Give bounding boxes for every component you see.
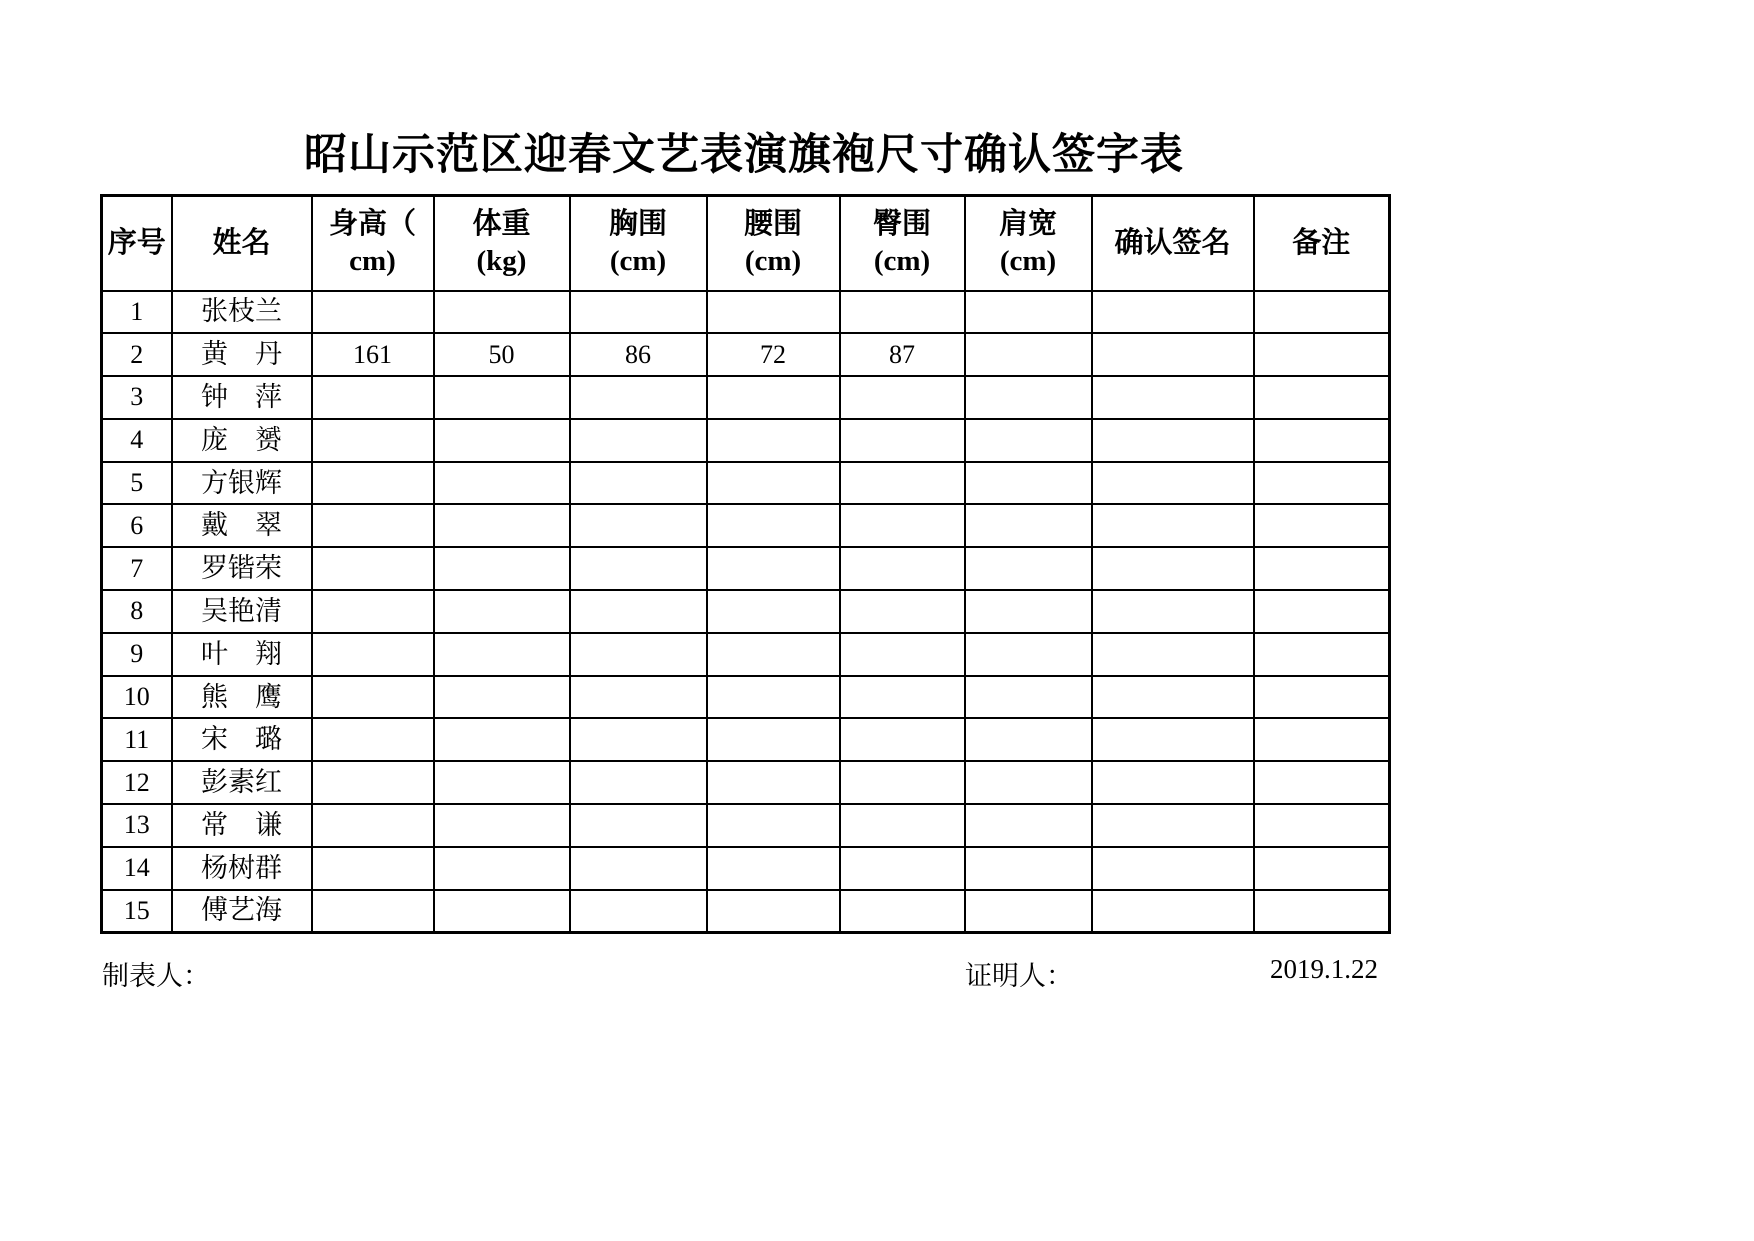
table-row [102, 376, 1390, 419]
cell-name: 钟 萍 [172, 376, 312, 419]
cell-shoulder [965, 633, 1092, 676]
cell-shoulder [965, 761, 1092, 804]
cell-name: 宋 璐 [172, 718, 312, 761]
cell-chest [570, 291, 707, 334]
cell-height [312, 462, 434, 505]
cell-sign [1092, 590, 1254, 633]
header-cell-waist [707, 196, 840, 291]
cell-shoulder [965, 676, 1092, 719]
cell-note [1254, 761, 1390, 804]
cell-shoulder [965, 890, 1092, 933]
cell-waist [707, 504, 840, 547]
cell-note [1254, 462, 1390, 505]
cell-sign [1092, 419, 1254, 462]
cell-note [1254, 633, 1390, 676]
cell-chest [570, 718, 707, 761]
header-label: 臀围 [872, 208, 931, 241]
cell-weight [434, 761, 570, 804]
cell-note [1254, 676, 1390, 719]
header-label: 序号 [107, 226, 166, 259]
cell-hip [840, 718, 965, 761]
cell-sign [1092, 333, 1254, 376]
cell-name: 熊 鹰 [172, 676, 312, 719]
cell-sign [1092, 676, 1254, 719]
size-confirmation-table [100, 194, 1391, 934]
cell-waist: 72 [707, 333, 840, 376]
table-row [102, 504, 1390, 547]
document-footer [100, 946, 1388, 990]
header-cell-signature [1092, 196, 1254, 291]
cell-sign [1092, 547, 1254, 590]
cell-no: 2 [102, 333, 172, 376]
cell-sign [1092, 718, 1254, 761]
table-row [102, 547, 1390, 590]
cell-name: 常 谦 [172, 804, 312, 847]
cell-chest [570, 547, 707, 590]
cell-sign [1092, 847, 1254, 890]
cell-waist [707, 633, 840, 676]
cell-no: 7 [102, 547, 172, 590]
table-row [102, 804, 1390, 847]
header-cell-name [172, 196, 312, 291]
cell-name: 吴艳清 [172, 590, 312, 633]
footer-date: 2019.1.22 [1270, 953, 1378, 984]
cell-chest [570, 633, 707, 676]
cell-waist [707, 718, 840, 761]
cell-chest [570, 419, 707, 462]
header-label: 姓名 [212, 226, 271, 259]
cell-no: 14 [102, 847, 172, 890]
cell-no: 9 [102, 633, 172, 676]
header-cell-weight [434, 196, 570, 291]
cell-weight [434, 419, 570, 462]
cell-hip [840, 376, 965, 419]
cell-waist [707, 890, 840, 933]
header-label: 胸围 [608, 208, 667, 241]
header-cell-chest [570, 196, 707, 291]
cell-weight [434, 376, 570, 419]
cell-hip: 87 [840, 333, 965, 376]
header-cell-no [102, 196, 172, 291]
cell-height [312, 504, 434, 547]
header-unit: (cm) [744, 245, 802, 278]
cell-height [312, 761, 434, 804]
cell-sign [1092, 890, 1254, 933]
table-row [102, 761, 1390, 804]
cell-height [312, 419, 434, 462]
table-row [102, 633, 1390, 676]
cell-no: 10 [102, 676, 172, 719]
cell-height [312, 804, 434, 847]
cell-shoulder [965, 333, 1092, 376]
cell-height [312, 676, 434, 719]
cell-name: 彭素红 [172, 761, 312, 804]
cell-weight [434, 504, 570, 547]
cell-note [1254, 547, 1390, 590]
cell-note [1254, 718, 1390, 761]
cell-weight: 50 [434, 333, 570, 376]
cell-waist [707, 291, 840, 334]
cell-chest [570, 847, 707, 890]
cell-chest [570, 504, 707, 547]
cell-no: 6 [102, 504, 172, 547]
cell-chest [570, 676, 707, 719]
cell-shoulder [965, 504, 1092, 547]
cell-shoulder [965, 847, 1092, 890]
document-content [100, 0, 1388, 990]
header-unit: (kg) [476, 245, 527, 278]
cell-height [312, 291, 434, 334]
cell-name: 戴 翠 [172, 504, 312, 547]
cell-hip [840, 590, 965, 633]
cell-height [312, 590, 434, 633]
cell-weight [434, 847, 570, 890]
cell-note [1254, 590, 1390, 633]
cell-hip [840, 419, 965, 462]
cell-name: 傅艺海 [172, 890, 312, 933]
cell-name: 张枝兰 [172, 291, 312, 334]
cell-note [1254, 890, 1390, 933]
cell-weight [434, 804, 570, 847]
cell-weight [434, 291, 570, 334]
cell-sign [1092, 761, 1254, 804]
cell-weight [434, 547, 570, 590]
header-unit: (cm) [999, 245, 1057, 278]
cell-sign [1092, 291, 1254, 334]
header-cell-shoulder [965, 196, 1092, 291]
table-row [102, 847, 1390, 890]
cell-hip [840, 676, 965, 719]
cell-no: 11 [102, 718, 172, 761]
header-label: 身高（ [328, 208, 416, 241]
cell-note [1254, 376, 1390, 419]
cell-shoulder [965, 419, 1092, 462]
table-row [102, 718, 1390, 761]
header-label: 腰围 [743, 208, 802, 241]
cell-chest [570, 462, 707, 505]
cell-note [1254, 504, 1390, 547]
cell-waist [707, 804, 840, 847]
cell-waist [707, 590, 840, 633]
cell-weight [434, 676, 570, 719]
cell-hip [840, 291, 965, 334]
header-label: 确认签名 [1114, 226, 1231, 259]
cell-hip [840, 761, 965, 804]
cell-no: 1 [102, 291, 172, 334]
cell-shoulder [965, 291, 1092, 334]
cell-shoulder [965, 718, 1092, 761]
header-cell-note [1254, 196, 1390, 291]
cell-weight [434, 890, 570, 933]
cell-waist [707, 419, 840, 462]
cell-weight [434, 718, 570, 761]
table-row [102, 676, 1390, 719]
cell-height [312, 376, 434, 419]
header-cell-hip [840, 196, 965, 291]
table-row [102, 462, 1390, 505]
cell-hip [840, 633, 965, 676]
cell-height [312, 547, 434, 590]
cell-no: 4 [102, 419, 172, 462]
cell-chest [570, 590, 707, 633]
cell-height [312, 633, 434, 676]
cell-height: 161 [312, 333, 434, 376]
cell-shoulder [965, 547, 1092, 590]
cell-weight [434, 590, 570, 633]
cell-weight [434, 633, 570, 676]
header-unit: (cm) [873, 245, 931, 278]
table-row [102, 890, 1390, 933]
cell-name: 庞 赟 [172, 419, 312, 462]
cell-hip [840, 504, 965, 547]
table-row [102, 419, 1390, 462]
cell-name: 罗锴荣 [172, 547, 312, 590]
cell-waist [707, 676, 840, 719]
header-cell-height [312, 196, 434, 291]
cell-name: 方银辉 [172, 462, 312, 505]
cell-height [312, 718, 434, 761]
cell-waist [707, 761, 840, 804]
cell-no: 3 [102, 376, 172, 419]
cell-hip [840, 847, 965, 890]
header-unit: cm) [349, 245, 396, 278]
table-row [102, 590, 1390, 633]
cell-sign [1092, 633, 1254, 676]
cell-note [1254, 847, 1390, 890]
cell-chest [570, 804, 707, 847]
cell-no: 5 [102, 462, 172, 505]
cell-shoulder [965, 462, 1092, 505]
cell-note [1254, 333, 1390, 376]
cell-waist [707, 462, 840, 505]
cell-waist [707, 376, 840, 419]
cell-no: 13 [102, 804, 172, 847]
witness-label: 证明人： [965, 960, 1073, 991]
cell-no: 8 [102, 590, 172, 633]
cell-no: 15 [102, 890, 172, 933]
cell-name: 叶 翔 [172, 633, 312, 676]
cell-height [312, 847, 434, 890]
cell-no: 12 [102, 761, 172, 804]
cell-chest [570, 761, 707, 804]
cell-hip [840, 462, 965, 505]
cell-hip [840, 547, 965, 590]
maker-label: 制表人： [102, 960, 210, 991]
cell-name: 杨树群 [172, 847, 312, 890]
table-row [102, 291, 1390, 334]
header-row [102, 196, 1390, 291]
cell-height [312, 890, 434, 933]
cell-shoulder [965, 804, 1092, 847]
table-row [102, 333, 1390, 376]
cell-note [1254, 804, 1390, 847]
cell-waist [707, 847, 840, 890]
cell-sign [1092, 804, 1254, 847]
cell-sign [1092, 462, 1254, 505]
cell-chest [570, 890, 707, 933]
cell-hip [840, 890, 965, 933]
header-label: 体重 [472, 208, 531, 241]
cell-sign [1092, 504, 1254, 547]
cell-name: 黄 丹 [172, 333, 312, 376]
cell-chest [570, 376, 707, 419]
header-label: 肩宽 [998, 208, 1057, 241]
page-title: 昭山示范区迎春文艺表演旗袍尺寸确认签字表 [304, 132, 1184, 179]
cell-waist [707, 547, 840, 590]
header-label: 备注 [1292, 226, 1351, 259]
cell-hip [840, 804, 965, 847]
cell-weight [434, 462, 570, 505]
cell-note [1254, 419, 1390, 462]
cell-shoulder [965, 376, 1092, 419]
cell-shoulder [965, 590, 1092, 633]
cell-note [1254, 291, 1390, 334]
cell-chest: 86 [570, 333, 707, 376]
header-unit: (cm) [609, 245, 667, 278]
cell-sign [1092, 376, 1254, 419]
